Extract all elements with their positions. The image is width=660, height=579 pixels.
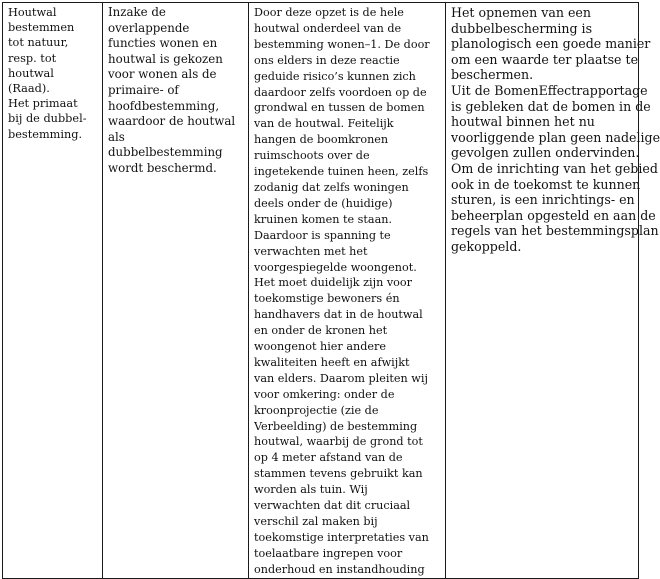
text-line: geduide risico’s kunnen zich xyxy=(254,69,416,83)
text-line: primaire- of xyxy=(108,82,179,97)
text-line: handhavers dat in de houtwal xyxy=(254,308,423,322)
text-line: als xyxy=(108,129,125,144)
text-line: houtwal, waarbij de grond tot xyxy=(254,435,423,449)
text-line: dubbelbestemming xyxy=(108,145,223,160)
text-line: (Raad). xyxy=(8,82,50,96)
text-line: houtwal is gekozen xyxy=(108,51,223,66)
text-line: overlappende xyxy=(108,20,190,35)
text-line: om een waarde ter plaatse te xyxy=(451,51,639,67)
text-line: grondwal en tussen de bomen xyxy=(254,101,425,115)
text-line: beschermen. xyxy=(451,67,534,83)
text-line: hoofdbestemming, xyxy=(108,98,220,113)
text-line: Verbeelding) de bestemming xyxy=(254,419,418,433)
text-line: verschil zal maken bij xyxy=(254,515,378,528)
text-line: op 4 meter afstand van de xyxy=(254,451,403,465)
text-line: bestemmen xyxy=(8,21,75,35)
text-line: daardoor zelfs voordoen op de xyxy=(254,85,427,99)
text-line: Daardoor is spanning te xyxy=(254,228,391,242)
text-line: ingetekende tuinen heen, zelfs xyxy=(254,165,429,179)
text-line: houtwal xyxy=(8,66,54,80)
text-line: resp. tot xyxy=(8,51,57,65)
text-line: is gebleken dat de bomen in de xyxy=(451,98,651,114)
text-line: voor wonen als de xyxy=(108,67,217,82)
text-line: Het primaat xyxy=(8,97,78,111)
text-line: tot natuur, xyxy=(8,36,69,50)
text-line: waardoor de houtwal xyxy=(108,114,236,129)
text-line: Het opnemen van een xyxy=(451,5,591,20)
text-line: zodanig dat zelfs woningen xyxy=(254,180,409,194)
text-line: deels onder de (huidige) xyxy=(254,196,393,210)
text-line: voorgespiegelde woongenot. xyxy=(254,260,417,274)
text-line: kroonprojectie (zie de xyxy=(254,403,379,417)
text-line: houtwal binnen het nu xyxy=(451,114,595,130)
text-line: gekoppeld. xyxy=(451,238,522,254)
text-line: gevolgen zullen ondervinden. xyxy=(451,145,640,161)
text-line: verwachten met het xyxy=(254,244,368,258)
text-line: bij de dubbel- xyxy=(8,112,87,126)
text-line: Door deze opzet is de hele xyxy=(254,6,404,19)
text-line: van elders. Daarom pleiten wij xyxy=(254,371,428,385)
cell-reaction-summary xyxy=(3,3,103,579)
text-line: stammen tevens gebruikt kan xyxy=(254,467,423,481)
text-line: houtwal onderdeel van de xyxy=(254,21,402,35)
text-line: Om de inrichting van het gebied xyxy=(451,160,658,176)
text-line: toelaatbare ingrepen voor xyxy=(254,546,403,560)
text-line: Het moet duidelijk zijn voor xyxy=(254,276,412,290)
text-line: bestemming. xyxy=(8,127,83,141)
text-line: Inzake de xyxy=(108,5,166,19)
table-row xyxy=(3,3,639,579)
text-line: kwaliteiten heeft en afwijkt xyxy=(254,355,410,369)
text-line: toekomstige bewoners én xyxy=(254,292,400,306)
text-line: beheerplan opgesteld en aan de xyxy=(451,207,656,223)
text-line: sturen, is een inrichtings- en xyxy=(451,192,635,208)
text-line: en onder de kronen het xyxy=(254,324,388,338)
text-line: ons elders in deze reactie xyxy=(254,53,400,67)
text-line: ook in de toekomst te kunnen xyxy=(451,176,641,192)
cell-response xyxy=(446,3,660,579)
reaction-table xyxy=(2,2,660,579)
text-line: verwachten dat dit cruciaal xyxy=(254,499,411,513)
text-line: wordt beschermd. xyxy=(108,160,217,175)
text-line: hangen de boomkronen xyxy=(254,133,389,147)
text-line: Uit de BomenEffectrapportage xyxy=(451,82,648,98)
text-line: dubbelbescherming is xyxy=(451,20,593,36)
text-line: voorliggende plan geen nadelige xyxy=(451,129,660,145)
text-line: Houtwal xyxy=(8,6,57,19)
cell-reaction-detail xyxy=(249,3,446,579)
text-line: worden als tuin. Wij xyxy=(254,483,368,497)
text-line: regels van het bestemmingsplan xyxy=(451,223,659,239)
text-line: toekomstige interpretaties van xyxy=(254,530,429,544)
text-line: woongenot hier andere xyxy=(254,340,386,354)
text-line: voor omkering: onder de xyxy=(254,387,395,401)
text-line: planologisch een goede manier xyxy=(451,36,651,52)
text-line: bestemming wonen–1. De door xyxy=(254,37,430,51)
text-line: van de houtwal. Feitelijk xyxy=(254,117,394,131)
text-line: onderhoud en instandhouding xyxy=(254,562,425,576)
cell-plan-description xyxy=(103,3,249,579)
text-line: ruimschoots over de xyxy=(254,149,370,163)
text-line: kruinen komen te staan. xyxy=(254,212,393,226)
text-line: functies wonen en xyxy=(108,36,218,51)
